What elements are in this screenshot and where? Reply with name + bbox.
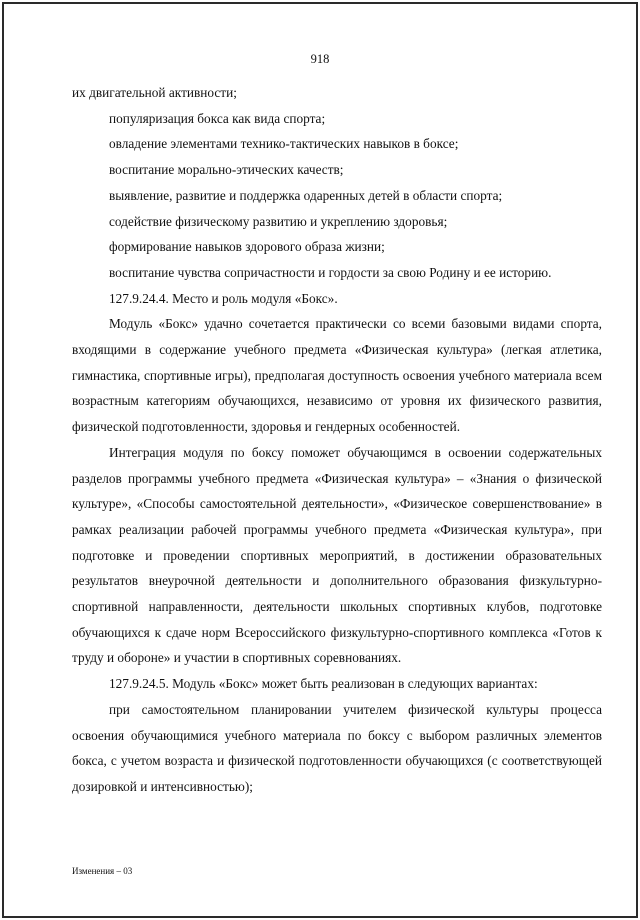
list-item: популяризация бокса как вида спорта; (109, 110, 326, 126)
paragraph: при самостоятельном планировании учителем физической культуры процесса освоения обучающимися учебного материала по боксу с выбором различных элементов бокса, с учетом возраста и физической подготовленности обучающихся (с соответствующей дозировкой и интенсивностью); (72, 701, 602, 794)
list-item: воспитание морально-этических качеств; (109, 162, 344, 178)
document-body (72, 80, 602, 800)
list-item: выявление, развитие и поддержка одаренных детей в области спорта; (109, 187, 503, 203)
paragraph: их двигательной активности; (72, 85, 237, 100)
paragraph: Интеграция модуля по боксу поможет обучающимся в освоении содержательных разделов программы учебного предмета «Физическая культура» – «Знания о физической культуре», «Способы самостоятельной деятельности», «Физическое совершенствование» в рамках реализации рабочей программы учебного предмета «Физическая культура», при подготовке и проведении спортивных мероприятий, в достижении образовательных результатов внеурочной деятельности и дополнительного образования физкультурно-спортивной направленности, деятельности школьных спортивных клубов, подготовке обучающихся к сдаче норм Всероссийского физкультурно-спортивного комплекса «Готов к труду и обороне» и участии в спортивных соревнованиях. (72, 444, 602, 666)
list-item: овладение элементами технико-тактических навыков в боксе; (109, 136, 459, 152)
footer-revision: Изменения – 03 (72, 866, 133, 876)
page-number: 918 (310, 52, 330, 66)
paragraph: Модуль «Бокс» удачно сочетается практически со всеми базовыми видами спорта, входящими в содержание учебного предмета «Физическая культура» (легкая атлетика, гимнастика, спортивные игры), предполагая доступность освоения учебного материала всем возрастным категориям обучающихся, независимо от уровня их физического развития, физической подготовленности, здоровья и гендерных особенностей. (72, 316, 602, 435)
list-item: воспитание чувства сопричастности и гордости за свою Родину и ее историю. (109, 264, 552, 280)
section-heading: 127.9.24.5. Модуль «Бокс» может быть реализован в следующих вариантах: (109, 676, 538, 692)
list-item: содействие физическому развитию и укреплению здоровья; (109, 213, 448, 229)
section-heading: 127.9.24.4. Место и роль модуля «Бокс». (109, 290, 338, 306)
list-item: формирование навыков здорового образа жизни; (109, 239, 385, 255)
